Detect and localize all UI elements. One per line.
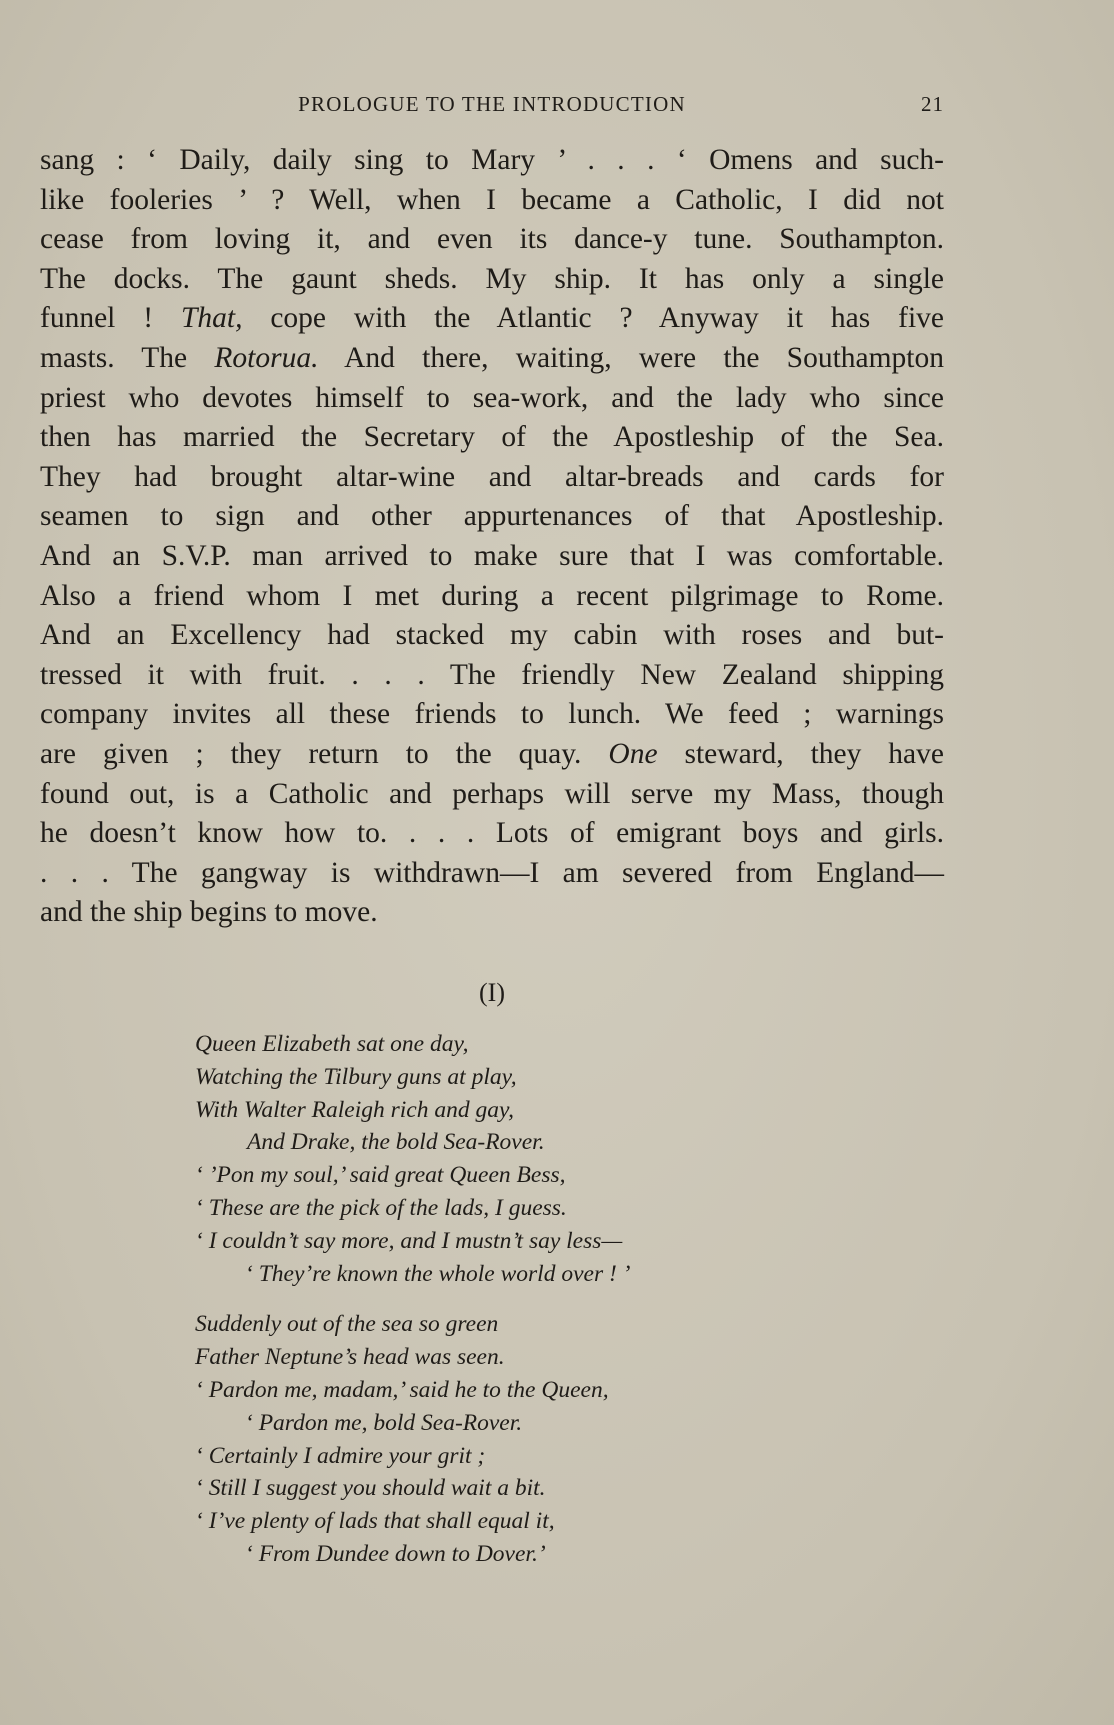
text-line: found out, is a Catholic and perhaps will serve my Mass, though bbox=[40, 777, 944, 810]
text-line: priest who devotes himself to sea-work, and the lady who since bbox=[40, 381, 944, 414]
poem-stanza bbox=[195, 1028, 755, 1290]
text-line: like fooleries ’ ? Well, when I became a Catholic, I did not bbox=[40, 183, 944, 216]
poem-line: ‘ Pardon me, madam,’ said he to the Queen, bbox=[195, 1376, 609, 1403]
poem-line: Suddenly out of the sea so green bbox=[195, 1311, 499, 1338]
text-line: then has married the Secretary of the Apostleship of the Sea. bbox=[40, 421, 944, 454]
running-head: PROLOGUE TO THE INTRODUCTION bbox=[298, 92, 686, 116]
text-line: seamen to sign and other appurtenances of that Apostleship. bbox=[40, 500, 944, 533]
poem-line: Queen Elizabeth sat one day, bbox=[195, 1031, 469, 1057]
text-line: and the ship begins to move. bbox=[40, 896, 378, 929]
poem-line: ‘ ’Pon my soul,’ said great Queen Bess, bbox=[195, 1162, 566, 1189]
text-line: The docks. The gaunt sheds. My ship. It has only a single bbox=[40, 262, 944, 295]
poem-line: ‘ From Dundee down to Dover.’ bbox=[245, 1540, 546, 1567]
poem bbox=[195, 1028, 755, 1589]
text-line: he doesn’t know how to. . . . Lots of emigrant boys and girls. bbox=[40, 817, 944, 850]
text-line: are given ; they return to the quay. One steward, they have bbox=[40, 737, 944, 770]
poem-line: ‘ I couldn’t say more, and I mustn’t say less— bbox=[195, 1227, 623, 1254]
poem-line: ‘ Certainly I admire your grit ; bbox=[195, 1442, 486, 1469]
body-paragraph bbox=[40, 141, 944, 933]
text-line: And an S.V.P. man arrived to make sure that I was comfortable. bbox=[40, 539, 944, 572]
text-line: masts. The Rotorua. And there, waiting, were the Southampton bbox=[40, 341, 944, 374]
text-line: company invites all these friends to lunch. We feed ; warnings bbox=[40, 698, 944, 731]
text-line: tressed it with fruit. . . . The friendly New Zealand shipping bbox=[40, 658, 944, 691]
text-line: funnel ! That, cope with the Atlantic ? Anyway it has five bbox=[40, 302, 944, 335]
text-line: cease from loving it, and even its dance-y tune. Southampton. bbox=[40, 223, 944, 256]
poem-line: ‘ Pardon me, bold Sea-Rover. bbox=[245, 1409, 523, 1436]
text-line: And an Excellency had stacked my cabin with roses and but- bbox=[40, 619, 944, 652]
page-header bbox=[40, 92, 944, 120]
poem-line: ‘ These are the pick of the lads, I guess. bbox=[195, 1194, 567, 1221]
poem-stanza bbox=[195, 1308, 755, 1570]
poem-line: ‘ They’re known the whole world over ! ’ bbox=[245, 1260, 631, 1287]
text-line: They had brought altar-wine and altar-breads and cards for bbox=[40, 460, 944, 493]
poem-line: And Drake, the bold Sea-Rover. bbox=[247, 1129, 545, 1156]
text-line: sang : ‘ Daily, daily sing to Mary ’ . . . ‘ Omens and such- bbox=[40, 144, 944, 176]
poem-line: ‘ Still I suggest you should wait a bit. bbox=[195, 1475, 546, 1502]
poem-line: ‘ I’ve plenty of lads that shall equal it, bbox=[195, 1508, 555, 1535]
poem-line: With Walter Raleigh rich and gay, bbox=[195, 1096, 514, 1123]
text-line: . . . The gangway is withdrawn—I am severed from England— bbox=[40, 856, 944, 889]
poem-line: Watching the Tilbury guns at play, bbox=[195, 1063, 517, 1090]
text-line: Also a friend whom I met during a recent pilgrimage to Rome. bbox=[40, 579, 944, 612]
poem-line: Father Neptune’s head was seen. bbox=[195, 1344, 505, 1371]
page-number: 21 bbox=[921, 92, 944, 116]
section-number: (I) bbox=[479, 978, 505, 1007]
